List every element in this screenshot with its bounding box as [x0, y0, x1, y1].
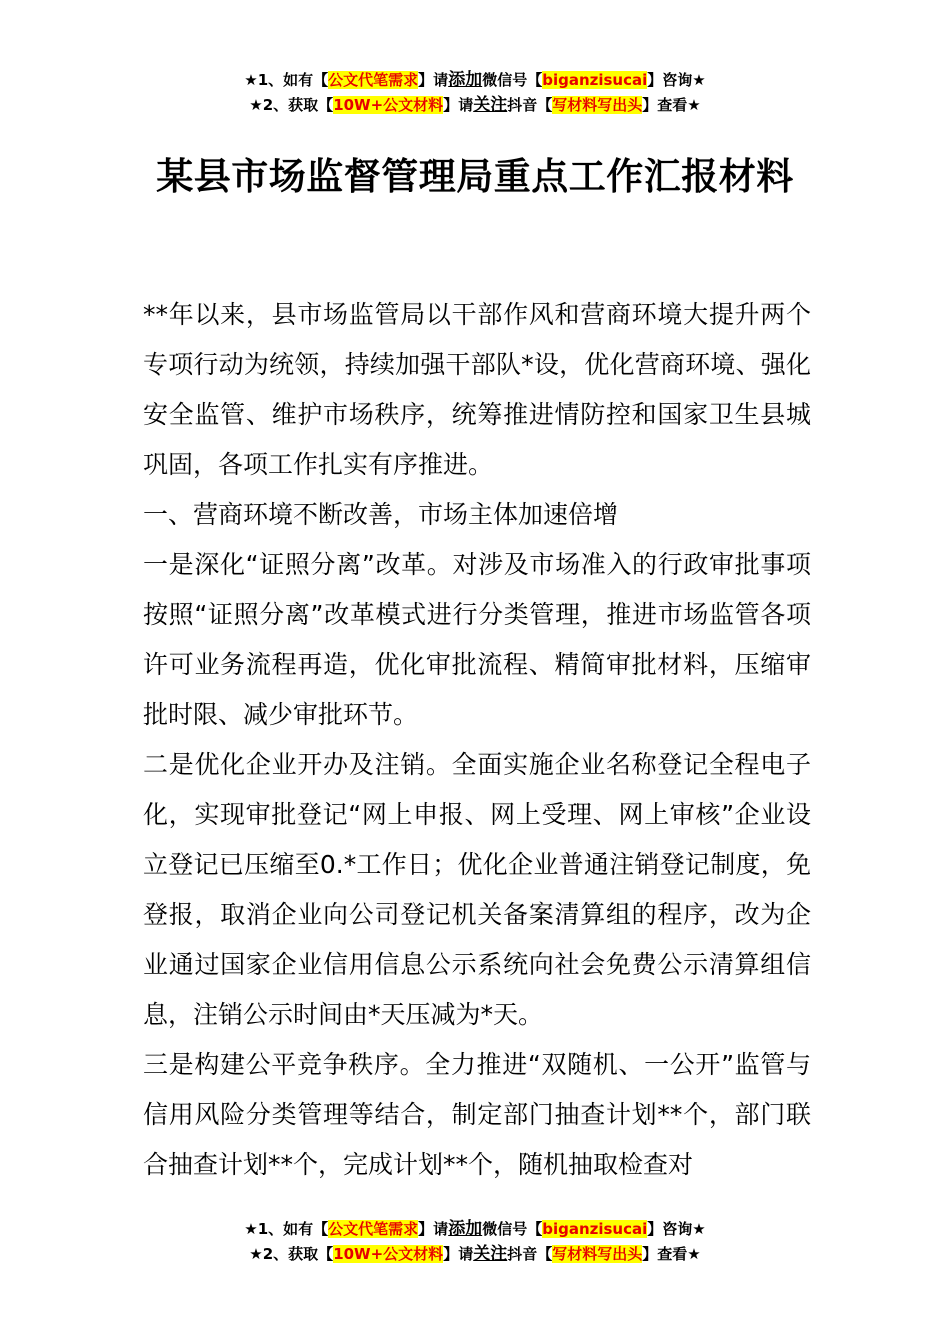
douyin-id-highlight: 写材料写出头 [552, 1245, 643, 1263]
promo-text: ★2、获取【 [249, 1245, 334, 1263]
intro-paragraph: **年以来，县市场监管局以干部作风和营商环境大提升两个专项行动为统领，持续加强干部队*设，优化营商环境、强化安全监管、维护市场秩序，统筹推进情防控和国家卫生县城巩固，各项工作扎实有序推进。 [143, 300, 811, 479]
promo-emphasis: 添加 [448, 1219, 483, 1239]
promo-highlight: 10W+公文材料 [333, 1245, 444, 1263]
promo-highlight: 公文代笔需求 [328, 1220, 419, 1238]
promo-text: 抖音【 [507, 96, 553, 114]
promo-text: 抖音【 [507, 1245, 553, 1263]
promo-text: 】请 [418, 1220, 449, 1238]
wechat-id-highlight: biganzisucai [542, 71, 648, 89]
promo-banner-top [0, 68, 950, 118]
promo-line-1 [0, 1217, 950, 1242]
promo-text: 微信号【 [482, 1220, 543, 1238]
promo-banner-bottom [0, 1217, 950, 1267]
body-paragraph: 二是优化企业开办及注销。全面实施企业名称登记全程电子化，实现审批登记“网上申报、网上受理、网上审核”企业设立登记已压缩至0.*工作日；优化企业普通注销登记制度，免登报，取消企业向公司登记机关备案清算组的程序，改为企业通过国家企业信用信息公示系统向社会免费公示清算组信息，注销公示时间由*天压减为*天。 [143, 750, 811, 1029]
body-paragraph: 一是深化“证照分离”改革。对涉及市场准入的行政审批事项按照“证照分离”改革模式进行分类管理，推进市场监管各项许可业务流程再造，优化审批流程、精简审批材料，压缩审批时限、减少审批环节。 [143, 550, 811, 729]
promo-text: ★1、如有【 [244, 71, 329, 89]
promo-emphasis: 关注 [473, 1244, 508, 1264]
promo-text: ★2、获取【 [249, 96, 334, 114]
promo-text: 】查看★ [642, 96, 701, 114]
promo-text: 】咨询★ [647, 71, 706, 89]
document-title: 某县市场监督管理局重点工作汇报材料 [156, 155, 794, 198]
promo-highlight: 10W+公文材料 [333, 96, 444, 114]
promo-emphasis: 关注 [473, 95, 508, 115]
promo-text: 】请 [443, 96, 474, 114]
wechat-id-highlight: biganzisucai [542, 1220, 648, 1238]
promo-text: 】请 [418, 71, 449, 89]
document-body [143, 290, 811, 1190]
promo-line-2 [0, 1242, 950, 1267]
promo-highlight: 公文代笔需求 [328, 71, 419, 89]
douyin-id-highlight: 写材料写出头 [552, 96, 643, 114]
promo-text: 】请 [443, 1245, 474, 1263]
promo-text: 】查看★ [642, 1245, 701, 1263]
promo-text: 】咨询★ [647, 1220, 706, 1238]
promo-line-2 [0, 93, 950, 118]
body-paragraph: 三是构建公平竞争秩序。全力推进“双随机、一公开”监管与信用风险分类管理等结合，制定部门抽查计划**个，部门联合抽查计划**个，完成计划**个，随机抽取检查对 [143, 1050, 811, 1179]
promo-emphasis: 添加 [448, 70, 483, 90]
promo-line-1 [0, 68, 950, 93]
promo-text: ★1、如有【 [244, 1220, 329, 1238]
promo-text: 微信号【 [482, 71, 543, 89]
section-heading: 一、营商环境不断改善，市场主体加速倍增 [143, 500, 619, 529]
